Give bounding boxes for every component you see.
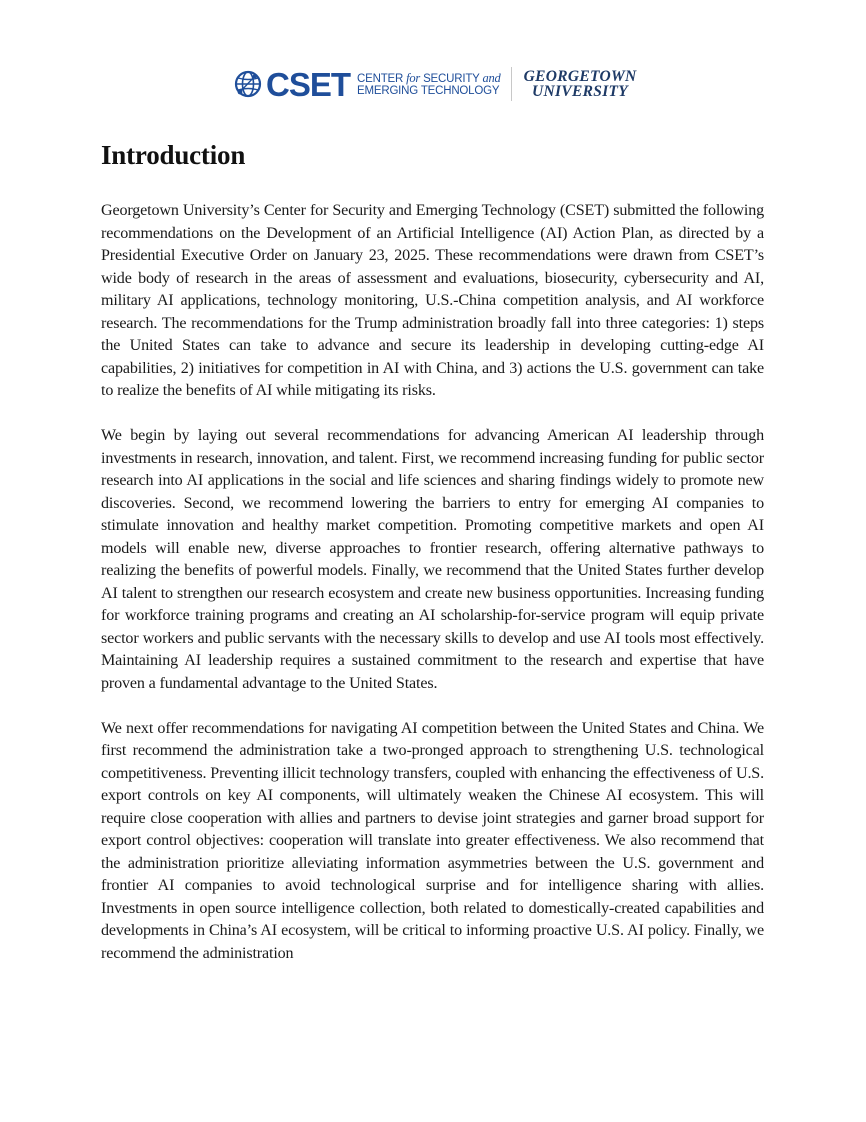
cset-name-line-2: EMERGING TECHNOLOGY xyxy=(357,84,500,97)
logo-divider xyxy=(511,67,512,101)
georgetown-line-2: UNIVERSITY xyxy=(532,83,629,100)
cset-full-name xyxy=(357,72,501,97)
paragraph-leadership: We begin by laying out several recommendations for advancing American AI leadership through investments in research, innovation, and talent. First, we recommend increasing funding for public sector research into AI applications in the social and life sciences and sharing findings widely to promote new discoveries. Second, we recommend lowering the barriers to entry for emerging AI companies to stimulate innovation and healthy market competition. Promoting competitive markets and open AI models will enable new, diverse approaches to frontier research, offering alternative pathways to realizing the benefits of powerful models. Finally, we recommend that the United States further develop AI talent to strengthen our research ecosystem and create new business opportunities. Increasing funding for workforce training programs and creating an AI scholarship-for-service program will equip private sector workers and public servants with the necessary skills to develop and use AI tools most effectively. Maintaining AI leadership requires a sustained commitment to the research and expertise that have proven a fundamental advantage to the United States. xyxy=(101,427,764,692)
paragraph-competition: We next offer recommendations for navigating AI competition between the United States and China. We first recommend the administration take a two-pronged approach to strengthening U.S. technological competitiveness. Preventing illicit technology transfers, coupled with enhancing the effectiveness of U.S. export controls on key AI components, will ultimately weaken the Chinese AI ecosystem. This will require close cooperation with allies and partners to devise joint strategies and garner broad support for export control objectives: cooperation will translate into greater effectiveness. We also recommend that the administration prioritize alleviating information asymmetries between the U.S. government and frontier AI companies to avoid technological surprise and for intelligence sharing with allies. Investments in open source intelligence collection, both related to domestically-created capabilities and developments in China’s AI ecosystem, will be critical to informing proactive U.S. AI policy. Finally, we recommend the administration xyxy=(101,719,764,962)
document-body xyxy=(101,200,764,988)
globe-network-icon xyxy=(233,69,263,99)
georgetown-logo xyxy=(524,69,637,99)
section-heading: Introduction xyxy=(101,140,246,170)
paragraph-intro: Georgetown University’s Center for Security and Emerging Technology (CSET) submitted the following recommendations on the Development of an Artificial Intelligence (AI) Action Plan, as directed by a Presidential Executive Order on January 23, 2025. These recommendations were drawn from CSET’s wide body of research in the areas of assessment and evaluations, biosecurity, cybersecurity and AI, military AI applications, technology monitoring, U.S.-China competition analysis, and AI workforce research. The recommendations for the Trump administration broadly fall into three categories: 1) steps the United States can take to advance and secure its leadership in developing cutting-edge AI capabilities, 2) initiatives for competition in AI with China, and 3) actions the U.S. government can take to realize the benefits of AI while mitigating its risks. xyxy=(101,202,764,399)
page-header xyxy=(233,64,637,104)
cset-logo xyxy=(233,65,501,103)
cset-name-line-1: CENTER for SECURITY and xyxy=(357,70,501,85)
cset-wordmark: CSET xyxy=(266,65,351,103)
georgetown-line-1: GEORGETOWN xyxy=(523,68,637,85)
